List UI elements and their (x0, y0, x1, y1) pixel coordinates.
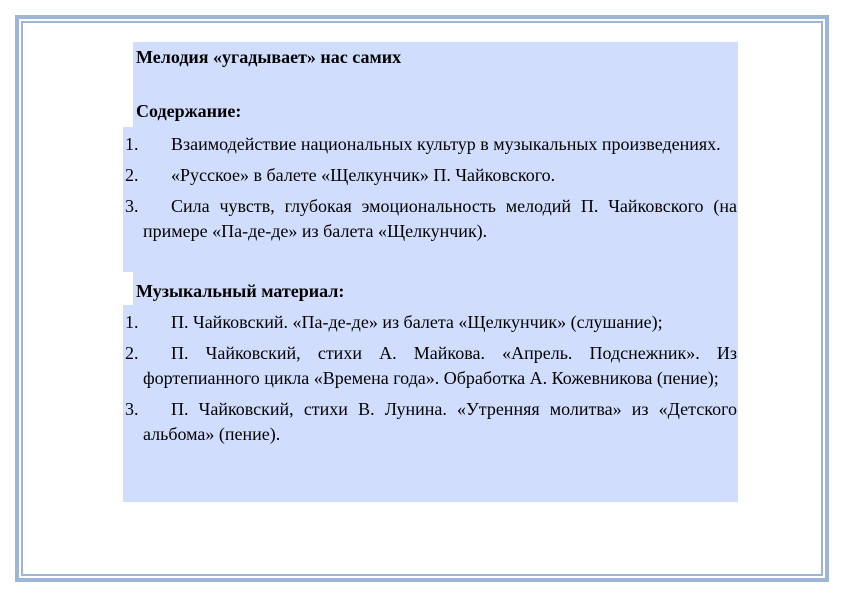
list-item-text: П. Чайковский, стихи А. Майкова. «Апрель. Подснежник». Из фортепианного цикла «Времена года». Обработка А. Кожевникова (пение); (143, 343, 737, 388)
list-item (125, 132, 737, 157)
contents-heading: Содержание: (136, 101, 242, 121)
contents-list (125, 132, 737, 244)
list-item-number: 1. (125, 134, 139, 154)
list-item-number: 3. (125, 196, 139, 216)
page-title: Мелодия «угадывает» нас самих (136, 47, 402, 67)
material-heading: Музыкальный материал: (136, 281, 345, 301)
list-item (125, 341, 737, 391)
list-item-number: 3. (125, 399, 139, 419)
list-item (125, 397, 737, 447)
list-item-text: «Русское» в балете «Щелкунчик» П. Чайковского. (171, 165, 556, 185)
list-item-number: 1. (125, 312, 139, 332)
material-list (125, 310, 737, 447)
list-item-text: Взаимодействие национальных культур в музыкальных произведениях. (171, 134, 721, 154)
list-item-text: Сила чувств, глубокая эмоциональность мелодий П. Чайковского (на примере «Па-де-де» из балета «Щелкунчик). (143, 196, 737, 241)
list-item-number: 2. (125, 343, 139, 363)
list-item (125, 163, 737, 188)
list-item-text: П. Чайковский. «Па-де-де» из балета «Щелкунчик» (слушание); (171, 312, 663, 332)
list-item (125, 194, 737, 244)
list-item-text: П. Чайковский, стихи В. Лунина. «Утренняя молитва» из «Детского альбома» (пение). (143, 399, 737, 444)
list-item (125, 310, 737, 335)
list-item-number: 2. (125, 165, 139, 185)
